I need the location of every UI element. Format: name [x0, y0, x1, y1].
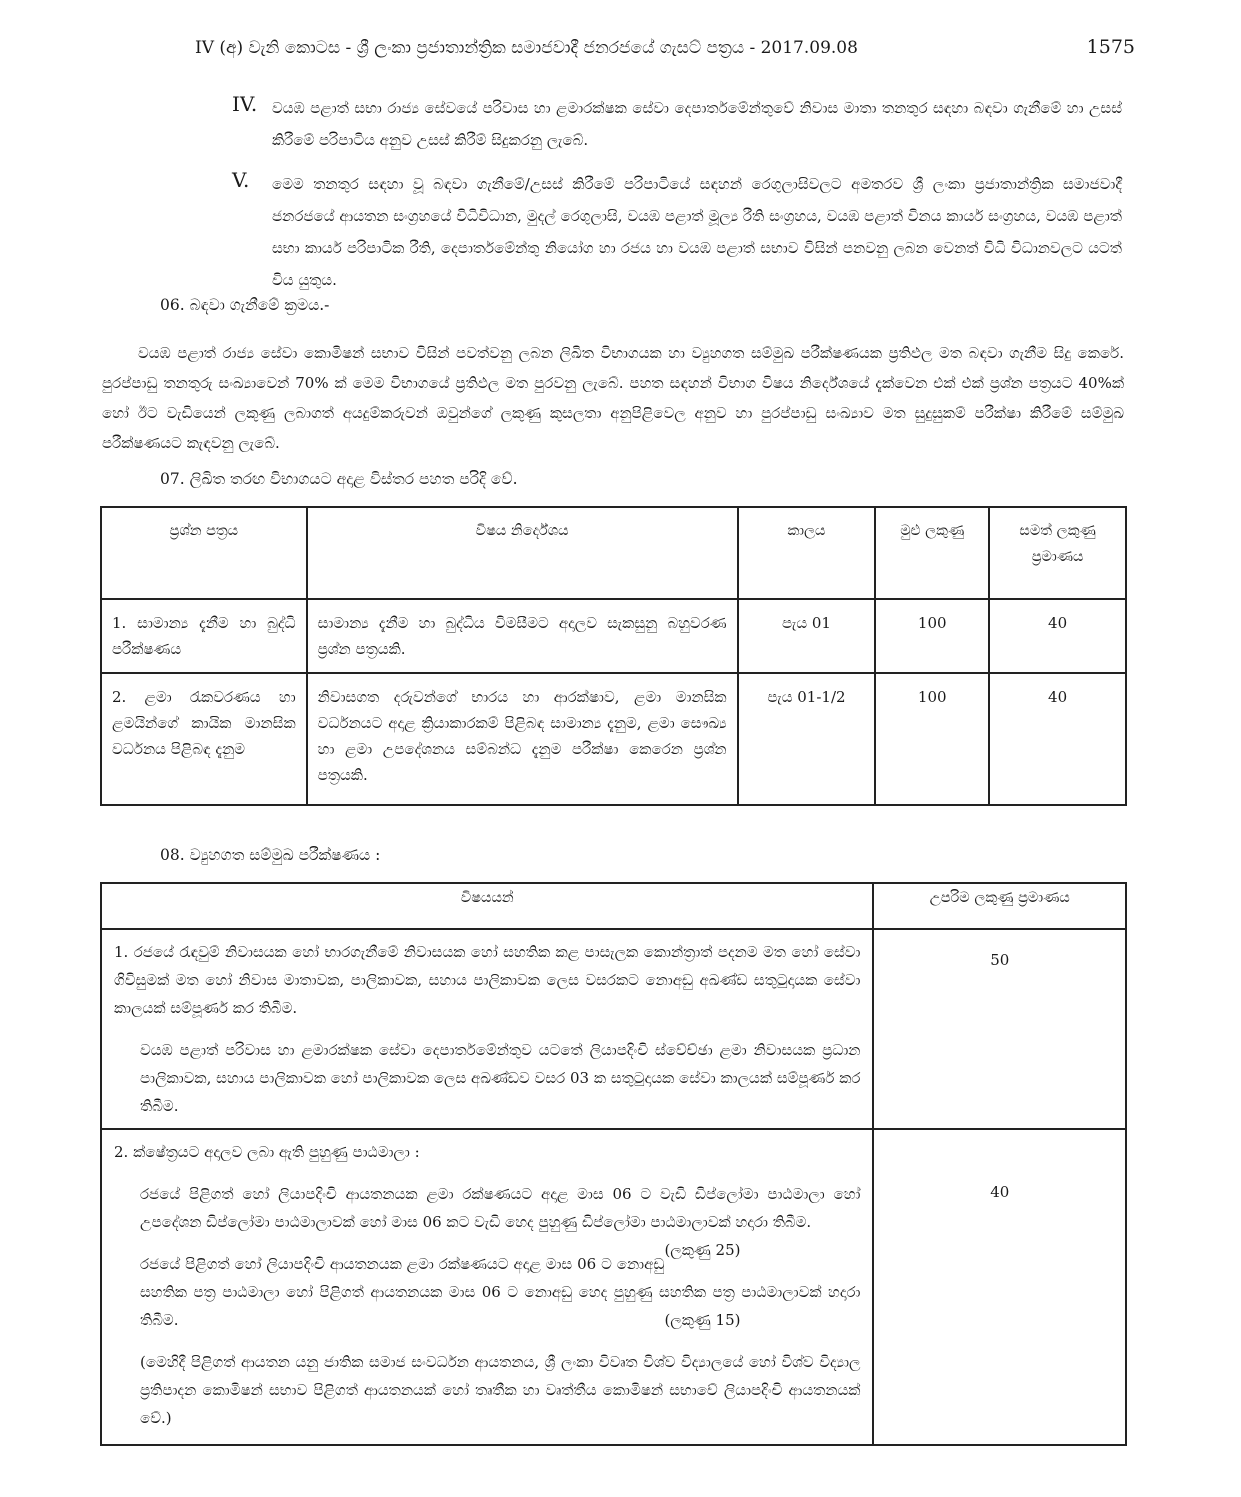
criteria-cell — [101, 929, 873, 1129]
clause-number: V. — [232, 168, 250, 192]
total-marks-cell: 100 — [875, 599, 989, 673]
section-07-title: 07. ලිඛිත තරඟ විභාගයට අදාළ විස්තර පහත පරිදි වේ. — [160, 470, 518, 488]
section-08-title: 08. ව්‍යුහගත සම්මුඛ පරීක්ෂණය : — [160, 846, 381, 864]
table-header-row — [101, 883, 1126, 929]
table-row — [101, 673, 1126, 805]
section-06-body: වයඹ පළාත් රාජ්‍ය සේවා කොමිෂන් සභාව විසින් පවත්වනු ලබන ලිඛිත විභාගයක හා ව්‍යුහගත සම්මුඛ පරීක්ෂණයක ප්‍රතිඵල මත බඳවා ගැනීම සිදු කෙරේ. පුරප්පාඩු තනතුරු සංඛ්‍යාවෙන් 70% ක් මෙම විභාගයේ ප්‍රතිඵල මත පුරවනු ලැබේ. පහත සඳහන් විභාග විෂය නිර්දේශයේ දැක්වෙන එක් එක් ප්‍රශ්න පත්‍රයට 40%ක් හෝ ඊට වැඩියෙන් ලකුණු ලබාගත් අයදුම්කරුවන් ඔවුන්ගේ ලකුණු කුසලතා අනුපිළිවෙල අනුව හා පුරප්පාඩු සංඛ්‍යාව මත සුදුසුකම් පරීක්ෂා කිරීමේ සම්මුඛ පරීක්ෂණයට කැඳවනු ලැබේ. — [102, 344, 1124, 452]
column-header: මුළු ලකුණු — [875, 507, 989, 599]
max-marks-cell: 40 — [873, 1129, 1126, 1445]
column-header: විෂයයන් — [101, 883, 873, 929]
header-title: IV (අ) වැනි කොටස - ශ්‍රී ලංකා ප්‍රජාතාන්ත්‍රික සමාජවාදී ජනරජයේ ගැසට් පත්‍රය - 2017.09.08 — [195, 38, 858, 58]
criterion-note: (මෙහිදී පිළිගත් ආයතන යනු ජාතික සමාජ සංවර්ධන ආයතනය, ශ්‍රී ලංකා විවෘත විශ්ව විද්‍යාලයේ හෝ විශ්ව විද්‍යාල ප්‍රතිපාදන කොමිෂන් සභාව පිළිගත් ආයතනයක් හෝ තෘතීක හා වෘත්තීය කොමිෂන් සභාවේ ලියාපදිංචි ආයතනයක් වේ.) — [140, 1353, 861, 1427]
criterion-text — [114, 1250, 860, 1334]
time-cell: පැය 01-1/2 — [738, 673, 876, 805]
clause-v — [232, 168, 1122, 296]
pass-marks-cell: 40 — [989, 673, 1126, 805]
table-row — [101, 1129, 1126, 1445]
column-header: විෂය නිර්දේශය — [307, 507, 738, 599]
column-header: සමත් ලකුණු ප්‍රමාණය — [989, 507, 1126, 599]
criterion-text: වයඹ පළාත් පරිවාස හා ළමාරක්ෂක සේවා දෙපාර්තමේන්තුව යටතේ ලියාපදිංචි ස්වේච්ඡා ළමා නිවාසයක ප්‍රධාන පාලිකාවක, සහාය පාලිකාවක හෝ පාලිකාවක ලෙස අඛණ්ඩව වසර 03 ක සතුටුදායක සේවා කාලයක් සම්පූර්ණ කර තිබීම. — [140, 1041, 861, 1115]
total-marks-cell: 100 — [875, 673, 989, 805]
table-header-row — [101, 507, 1126, 599]
marks-note: (ලකුණු 15) — [664, 1311, 741, 1329]
paper-cell: 1. සාමාන්‍ය දැනීම හා බුද්ධි පරීක්ෂණය — [101, 599, 307, 673]
page-number: 1575 — [1086, 36, 1135, 58]
page-header — [195, 38, 1135, 58]
column-header: උපරිම ලකුණු ප්‍රමාණය — [873, 883, 1126, 929]
clause-text: වයඹ පළාත් සභා රාජ්‍ය සේවයේ පරිවාස හා ළමාරක්ෂක සේවා දෙපාර්තමේන්තුවේ නිවාස මාතා තනතුර සඳහා බඳවා ගැනීමේ හා උසස් කිරීමේ පරිපාටිය අනුව උසස් කිරීම් සිදුකරනු ලැබේ. — [272, 99, 1122, 149]
paper-cell: 2. ළමා රැකවරණය හා ළමයින්ගේ කායික මානසික වර්ධනය පිළිබඳ දැනුම — [101, 673, 307, 805]
time-cell: පැය 01 — [738, 599, 876, 673]
clause-iv — [232, 92, 1122, 156]
section-06-title: 06. බඳවා ගැනීමේ ක්‍රමය.- — [160, 296, 330, 314]
column-header: ප්‍රශ්න පත්‍රය — [101, 507, 307, 599]
criteria-cell — [101, 1129, 873, 1445]
written-exam-table — [100, 506, 1127, 806]
criterion-body: රජයේ පිළිගත් හෝ ලියාපදිංචි ආයතනයක ළමා රක්ෂණයට අදාළ මාස 06 ට නොඅඩු සහතික පත්‍ර පාඨමාලා හෝ පිළිගත් ආයතනයක මාස 06 ට නොඅඩු හෙද පුහුණු සහතික පත්‍ර පාඨමාලාවක් හදාරා තිබීම. — [140, 1255, 861, 1329]
interview-table — [100, 882, 1127, 1446]
column-header: කාලය — [738, 507, 876, 599]
syllabus-cell: සාමාන්‍ය දැනීම හා බුද්ධිය විමසීමට අදාලව සැකසුනු බහුවරණ ප්‍රශ්න පත්‍රයකි. — [307, 599, 738, 673]
criterion-heading: 2. ක්ෂේත්‍රයට අදාලව ලබා ඇති පුහුණු පාඨමාලා : — [114, 1143, 420, 1161]
criterion-text: 1. රජයේ රැඳවුම් නිවාසයක හෝ භාරගැනීමේ නිවාසයක හෝ සහතික කළ පාසැලක කොන්ත්‍රාත් පදනම මත හෝ සේවා ගිවිසුමක් මත හෝ නිවාස මාතාවක, පාලිකාවක, සහාය පාලිකාවක ලෙස වසරකට නොඅඩු අඛණ්ඩ සතුටුදායක සේවා කාලයක් සම්පූර්ණ කර තිබීම. — [114, 943, 861, 1017]
clause-text: මෙම තනතුර සඳහා වූ බඳවා ගැනීමේ/උසස් කිරීමේ පරිපාටියේ සඳහන් රෙගුලාසිවලට අමතරව ශ්‍රී ලංකා ප්‍රජාතාන්ත්‍රික සමාජවාදී ජනරජයේ ආයතන සංග්‍රහයේ විධිවිධාන, මුදල් රෙගුලාසි, වයඹ පළාත් මූල්‍ය රීති සංග්‍රහය, වයඹ පළාත් විනය කාර්ය සංග්‍රහය, වයඹ පළාත් සභා කාර්ය පරිපාටික රීති, දෙපාර්තමේන්තු නියෝග හා රජය හා වයඹ පළාත් සභාව විසින් පනවනු ලබන වෙනත් විධි විධානවලට යටත් විය යුතුය. — [272, 175, 1122, 289]
pass-marks-cell: 40 — [989, 599, 1126, 673]
table-row — [101, 929, 1126, 1129]
clause-number: IV. — [232, 92, 258, 116]
criterion-text — [114, 1180, 861, 1259]
syllabus-cell: නිවාසගත දරුවන්ගේ භාරය හා ආරක්ෂාව, ළමා මානසික වර්ධනයට අදාළ ක්‍රියාකාරකම් පිළිබඳ සාමාන්‍ය දැනුම, ළමා සෞඛ්‍ය හා ළමා උපදේශනය සම්බන්ධ දැනුම පරීක්ෂා කෙරෙන ප්‍රශ්න පත්‍රයකි. — [307, 673, 738, 805]
marks-note: (ලකුණු 25) — [664, 1241, 741, 1259]
table-row — [101, 599, 1126, 673]
criterion-body: රජයේ පිළිගත් හෝ ලියාපදිංචි ආයතනයක ළමා රක්ෂණයට අදාළ මාස 06 ට වැඩි ඩිප්ලෝමා පාඨමාලා හෝ උපදේශන ඩිප්ලෝමා පාඨමාලාවක් හෝ මාස 06 කට වැඩි හෙද පුහුණු ඩිප්ලෝමා පාඨමාලාවක් හදාරා තිබීම. — [140, 1185, 861, 1231]
max-marks-cell: 50 — [873, 929, 1126, 1129]
